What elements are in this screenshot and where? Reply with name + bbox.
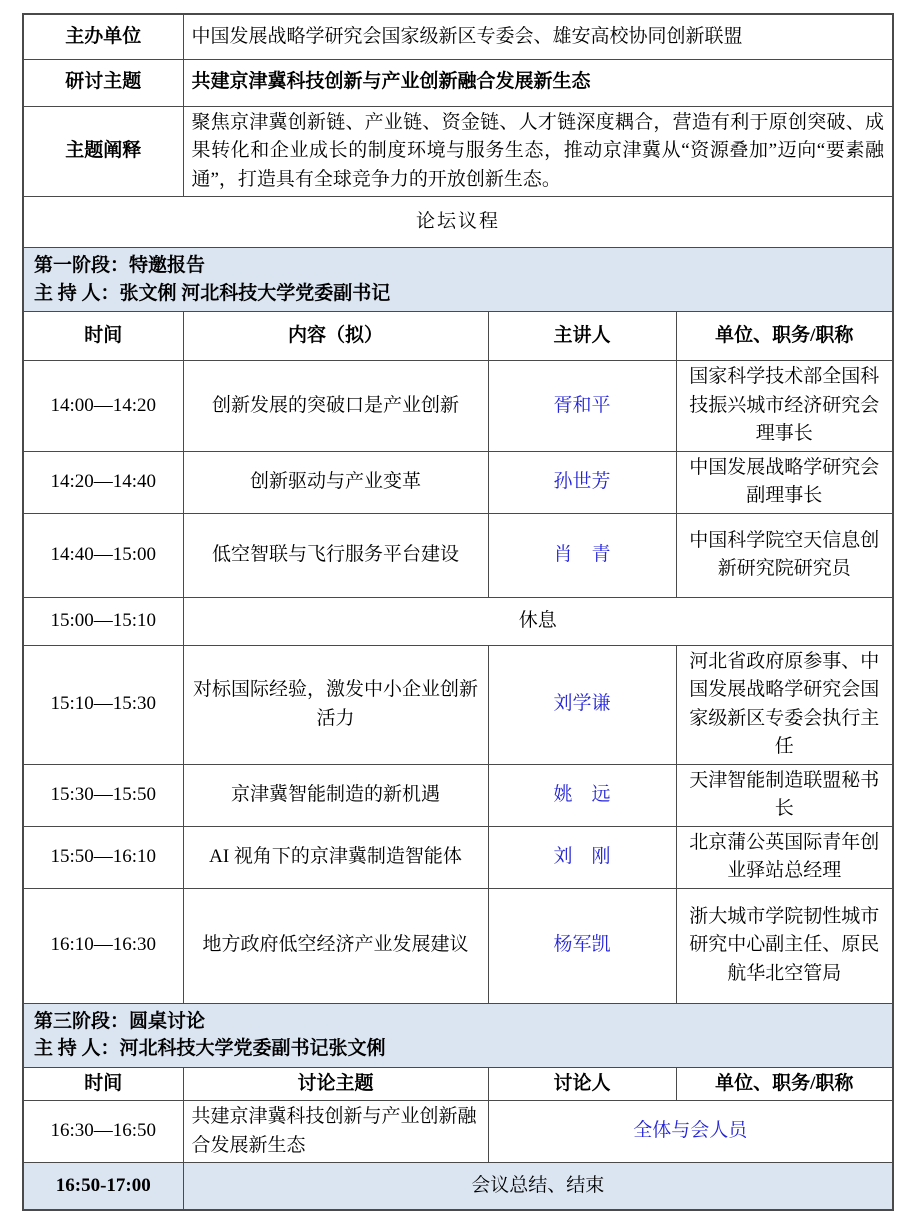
col-header-topic: 讨论主题: [183, 1067, 488, 1101]
session1-host: 主 持 人：张文俐 河北科技大学党委副书记: [34, 282, 391, 304]
explain-value: 聚焦京津冀创新链、产业链、资金链、人才链深度耦合，营造有利于原创突破、成果转化和企业成长的制度环境与服务生态，推动京津冀从“资源叠加”迈向“要素融通”，打造具有全球竞争力的开放创新生态。: [183, 106, 893, 197]
speaker-cell: 胥和平: [488, 361, 676, 452]
org-cell: 河北省政府原参事、中国发展战略学研究会国家级新区专委会执行主任: [676, 645, 893, 764]
table-row: [23, 14, 893, 59]
org-cell: 中国科学院空天信息创新研究院研究员: [676, 513, 893, 597]
time-cell: 15:50—16:10: [23, 826, 183, 888]
closing-row: [23, 1163, 893, 1210]
time-cell: 14:40—15:00: [23, 513, 183, 597]
table-row: [23, 197, 893, 248]
table-row: [23, 826, 893, 888]
col-header-discussant: 讨论人: [488, 1067, 676, 1101]
session3-phase: 第三阶段：圆桌讨论: [34, 1010, 206, 1032]
time-cell: 16:30—16:50: [23, 1101, 183, 1163]
session3-band: [23, 1003, 893, 1067]
time-cell: 15:30—15:50: [23, 764, 183, 826]
content-cell: 创新驱动与产业变革: [183, 451, 488, 513]
topic-label: 研讨主题: [23, 59, 183, 106]
org-cell: 天津智能制造联盟秘书长: [676, 764, 893, 826]
table-row: [23, 764, 893, 826]
speaker-cell: 肖 青: [488, 513, 676, 597]
table-row: [23, 645, 893, 764]
content-cell: AI 视角下的京津冀制造智能体: [183, 826, 488, 888]
session3-band-cell: [23, 1003, 893, 1067]
col-header-time: 时间: [23, 1067, 183, 1101]
col-header-speaker: 主讲人: [488, 312, 676, 361]
content-cell: 对标国际经验，激发中小企业创新活力: [183, 645, 488, 764]
time-cell: 15:10—15:30: [23, 645, 183, 764]
time-cell: 16:10—16:30: [23, 888, 183, 1003]
table-row: [23, 361, 893, 452]
session1-phase: 第一阶段：特邀报告: [34, 255, 206, 276]
col-header-content: 内容（拟）: [183, 312, 488, 361]
session1-band-cell: [23, 248, 893, 312]
session1-band: [23, 248, 893, 312]
time-cell: 15:00—15:10: [23, 597, 183, 645]
forum-agenda-table: [22, 13, 894, 1211]
speaker-cell: 姚 远: [488, 764, 676, 826]
closing-content-cell: 会议总结、结束: [183, 1163, 893, 1210]
topic-cell: 共建京津冀科技创新与产业创新融合发展新生态: [183, 1101, 488, 1163]
discussant-cell: 全体与会人员: [488, 1101, 893, 1163]
col-header-org: 单位、职务/职称: [676, 1067, 893, 1101]
col-header-org: 单位、职务/职称: [676, 312, 893, 361]
col-header-time: 时间: [23, 312, 183, 361]
table-row: [23, 513, 893, 597]
session3-header-row: [23, 1067, 893, 1101]
org-cell: 中国发展战略学研究会副理事长: [676, 451, 893, 513]
break-row: [23, 597, 893, 645]
speaker-cell: 孙世芳: [488, 451, 676, 513]
table-row: [23, 451, 893, 513]
roundtable-row: [23, 1101, 893, 1163]
table-row: [23, 59, 893, 106]
host-org-value: 中国发展战略学研究会国家级新区专委会、雄安高校协同创新联盟: [183, 14, 893, 59]
org-cell: 国家科学技术部全国科技振兴城市经济研究会理事长: [676, 361, 893, 452]
closing-time-cell: 16:50-17:00: [23, 1163, 183, 1210]
org-cell: 北京蒲公英国际青年创业驿站总经理: [676, 826, 893, 888]
table-row: [23, 888, 893, 1003]
org-cell: 浙大城市学院韧性城市研究中心副主任、原民航华北空管局: [676, 888, 893, 1003]
speaker-cell: 刘 刚: [488, 826, 676, 888]
topic-value: 共建京津冀科技创新与产业创新融合发展新生态: [183, 59, 893, 106]
break-cell: 休息: [183, 597, 893, 645]
host-org-label: 主办单位: [23, 14, 183, 59]
session1-header-row: [23, 312, 893, 361]
table-row: [23, 106, 893, 197]
content-cell: 创新发展的突破口是产业创新: [183, 361, 488, 452]
content-cell: 地方政府低空经济产业发展建议: [183, 888, 488, 1003]
session3-host: 主 持 人：河北科技大学党委副书记张文俐: [34, 1038, 386, 1060]
speaker-cell: 杨军凯: [488, 888, 676, 1003]
time-cell: 14:20—14:40: [23, 451, 183, 513]
content-cell: 低空智联与飞行服务平台建设: [183, 513, 488, 597]
explain-label: 主题阐释: [23, 106, 183, 197]
time-cell: 14:00—14:20: [23, 361, 183, 452]
agenda-title: 论坛议程: [23, 197, 893, 248]
content-cell: 京津冀智能制造的新机遇: [183, 764, 488, 826]
speaker-cell: 刘学谦: [488, 645, 676, 764]
